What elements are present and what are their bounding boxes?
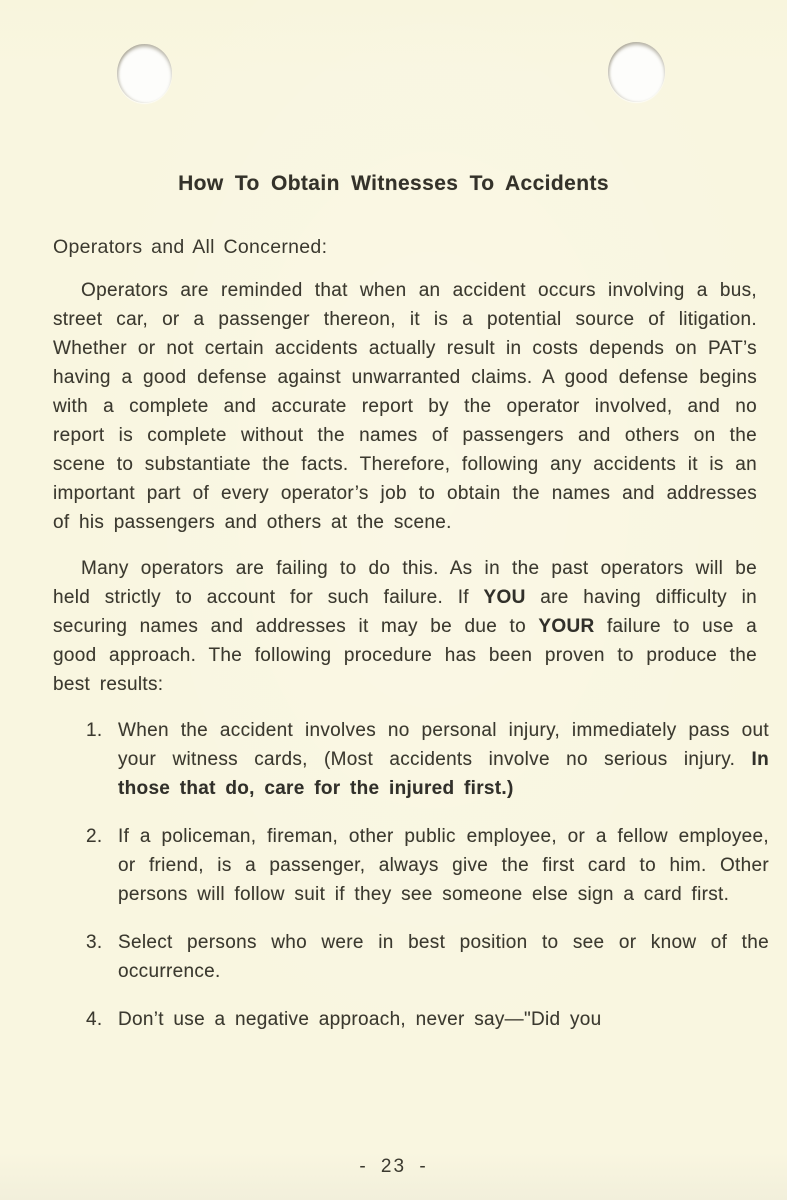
text-segment: Operators are reminded that when an accident occurs involving a bus, street car, or a passenger thereon, it is a potential source of litigation. Whether or not certain accidents actually result in costs depends on PAT’s having a good defense against unwarranted claims. A good defense begins with a complete and accurate report by the operator involved, and no report is complete without the names of passengers and others on the scene to substantiate the facts. Therefore, following any accidents it is an important part of every operator’s job to obtain the names and addresses of his passengers and others at the scene. (53, 280, 757, 533)
page-number: - 23 - (359, 1156, 428, 1177)
text-segment: When the accident involves no personal injury, immediately pass out your witness cards, (Most accidents involve no serious injury. (118, 720, 769, 770)
list-item-text (118, 1005, 769, 1034)
text-segment: In those that do, care for the injured first.) (118, 749, 769, 799)
punch-hole-left (117, 44, 172, 103)
procedure-list (53, 716, 769, 1034)
text-segment: are having difficulty in securing names and addresses it may be due to (53, 587, 757, 637)
text-segment: Don’t use a negative approach, never say—"Did you (118, 1009, 602, 1030)
list-item-2 (53, 822, 769, 909)
list-item-1 (53, 716, 769, 803)
punch-hole-right (608, 42, 665, 102)
list-item-text (118, 928, 769, 986)
list-item-text (118, 716, 769, 803)
list-item-number: 2. (86, 826, 103, 847)
salutation: Operators and All Concerned: (53, 236, 328, 258)
list-item-text (118, 822, 769, 909)
paragraph-operators-reminded (53, 276, 757, 537)
page-title: How To Obtain Witnesses To Accidents (178, 172, 609, 195)
list-item-3 (53, 928, 769, 986)
list-item-4 (53, 1005, 757, 1034)
text-segment: YOUR (538, 616, 595, 637)
list-item-number: 3. (86, 932, 103, 953)
text-segment: If a policeman, fireman, other public employee, or a fellow employee, or friend, is a passenger, always give the first card to him. Other persons will follow suit if they see someone else sign a card first. (118, 826, 769, 905)
text-segment: Select persons who were in best position to see or know of the occurrence. (118, 932, 769, 982)
text-segment: Many operators are failing to do this. As in the past operators will be held strictly to account for such failure. If (53, 558, 757, 608)
page-content (53, 236, 769, 1034)
text-segment: YOU (483, 587, 526, 608)
paragraph-many-operators (53, 554, 757, 699)
text-segment: failure to use a good approach. The following procedure has been proven to produce the best results: (53, 616, 757, 695)
list-item-number: 4. (86, 1009, 103, 1030)
list-item-number: 1. (86, 720, 103, 741)
